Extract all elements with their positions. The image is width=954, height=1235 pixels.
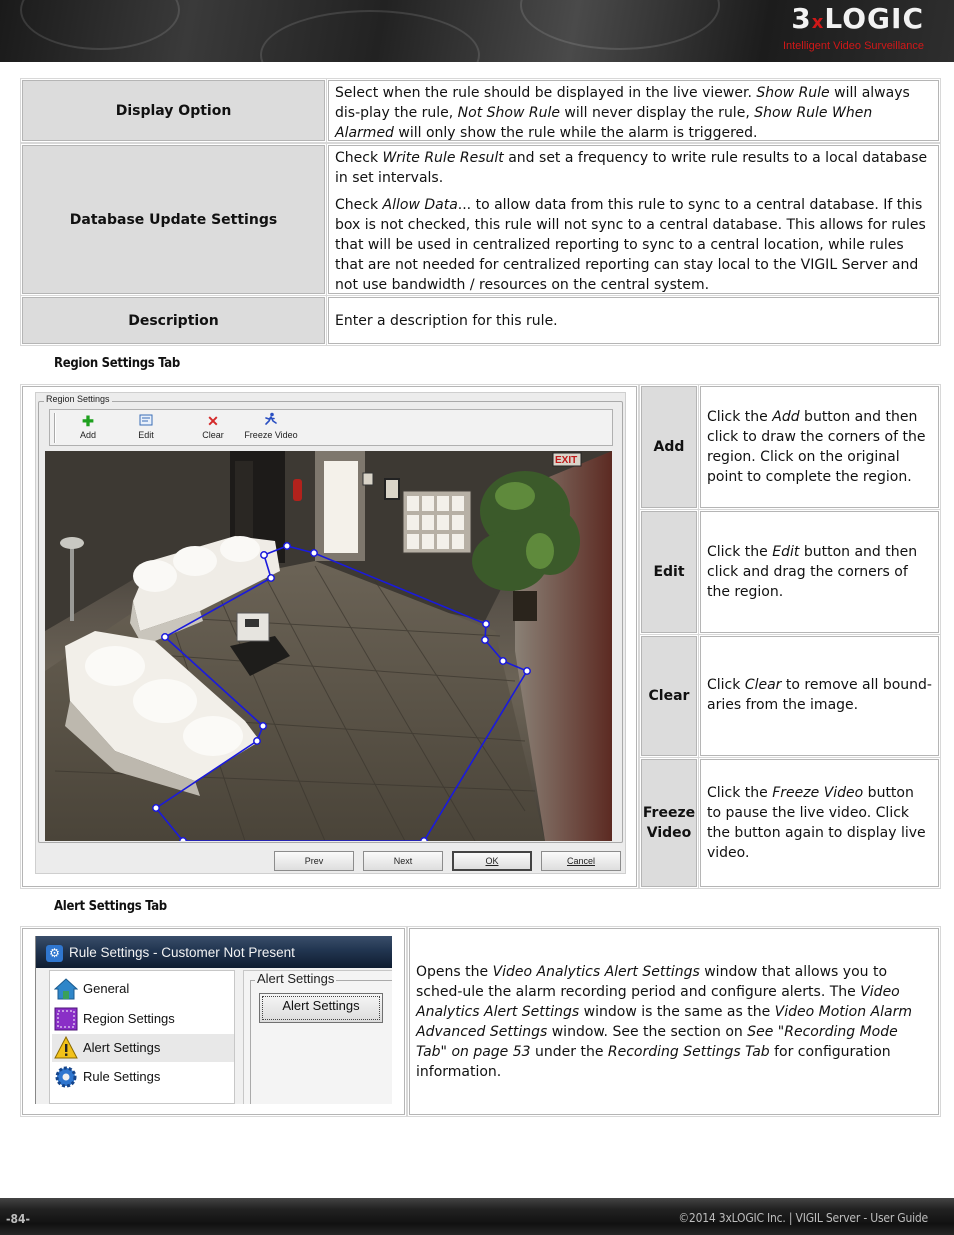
emphasized-term: Video Analytics Alert Settings (416, 983, 900, 1020)
emphasized-term: Recording Settings Tab (607, 1043, 770, 1060)
paragraph-group (335, 83, 932, 143)
page-number: -84- (6, 1212, 30, 1226)
display-option-description (328, 80, 939, 141)
gear-icon: ⚙ (46, 945, 63, 962)
rule-settings-titlebar (36, 936, 392, 968)
text-run: window. See the section on (547, 1023, 748, 1040)
page-header (0, 0, 954, 62)
plus-icon: ✚ (82, 413, 94, 429)
display-option-label: Display Option (22, 80, 325, 141)
freeze-video-row-description (700, 759, 939, 887)
emphasized-term: Show Rule (756, 85, 830, 101)
nav-item-alert-settings-label: Alert Settings (83, 1040, 161, 1055)
paragraph (335, 195, 932, 295)
text-run: will always dis-play the rule, (335, 85, 910, 121)
exit-sign: EXIT (555, 455, 578, 466)
alert-settings-tab-heading: Alert Settings Tab (54, 899, 167, 914)
gear-icon (54, 1065, 78, 1089)
text-run: to remove all bound-aries from the image. (707, 677, 932, 713)
paragraph (335, 311, 558, 331)
rule-settings-window (35, 936, 392, 1104)
camera-scene (45, 451, 612, 841)
emphasized-term: Write Rule Result (382, 150, 504, 166)
rule-settings-nav-list (49, 970, 235, 1104)
footer-copyright: ©2014 3xLOGIC Inc. | VIGIL Server - User Guide (678, 1211, 928, 1225)
next-button[interactable]: Next (363, 851, 443, 871)
emphasized-term: Freeze Video (772, 785, 864, 801)
add-row-description (700, 386, 939, 508)
text-run: for configuration information. (416, 1043, 891, 1080)
nav-item-region-settings[interactable] (52, 1005, 234, 1033)
text-run: button and then click to draw the corners of the region. Click on the original point to complete the region. (707, 409, 926, 485)
description-text (328, 297, 939, 344)
edit-row-label: Edit (641, 511, 697, 633)
text-run: Click the (707, 785, 773, 801)
freeze-video-button[interactable] (235, 412, 307, 444)
cancel-button-label: Cancel (566, 856, 595, 866)
paragraph (707, 675, 932, 715)
region-icon (54, 1007, 78, 1031)
paragraph (335, 83, 932, 143)
add-row-label: Add (641, 386, 697, 508)
paragraph (416, 962, 932, 1082)
warning-icon (54, 1036, 78, 1060)
text-run: Click (707, 677, 745, 693)
region-settings-tab-heading: Region Settings Tab (54, 356, 180, 371)
page-footer (0, 1198, 954, 1235)
text-run: window that allows you to sched-ule the alarm recording period and configure alerts. The (416, 963, 888, 1000)
text-run: Enter a description for this rule. (335, 312, 558, 329)
edit-button[interactable] (118, 412, 174, 444)
text-run: and set a frequency to write rule results to a local database in set intervals. (335, 150, 928, 186)
text-run: Check (335, 150, 383, 166)
nav-item-general[interactable] (52, 975, 234, 1003)
text-run: will never display the rule, (559, 105, 755, 121)
region-toolbar (49, 409, 613, 446)
edit-row-description (700, 511, 939, 633)
emphasized-term: See "Recording Mode Tab" on page 53 (416, 1023, 898, 1060)
clear-x-icon: ✕ (207, 413, 219, 429)
header-swirl-decoration (20, 0, 180, 50)
paragraph-group (335, 311, 558, 331)
edit-icon (118, 412, 174, 430)
text-run: Click the (707, 409, 773, 425)
logo-logic: LOGIC (824, 2, 924, 35)
nav-item-general-label: General (83, 981, 130, 996)
paragraph (707, 542, 932, 602)
ok-button-label: OK (485, 856, 499, 866)
nav-item-rule-settings-label: Rule Settings (83, 1069, 161, 1084)
add-button[interactable] (60, 412, 116, 444)
toolbar-grip (54, 413, 56, 443)
alert-settings-group-title: Alert Settings (257, 971, 335, 986)
paragraph (707, 783, 932, 863)
house-icon (54, 977, 78, 1001)
description-label: Description (22, 297, 325, 344)
text-run: window is the same as the (579, 1003, 775, 1020)
add-button-label: Add (79, 430, 96, 440)
text-run: Opens the (416, 963, 493, 980)
region-settings-dialog (35, 392, 626, 874)
database-update-settings-label: Database Update Settings (22, 145, 325, 294)
header-swirl-decoration (260, 10, 480, 62)
nav-item-region-settings-label: Region Settings (83, 1011, 175, 1026)
text-run: Click the (707, 544, 773, 560)
camera-live-view[interactable] (45, 451, 612, 841)
clear-button[interactable] (185, 412, 241, 444)
clear-button-label: Clear (202, 430, 224, 440)
clear-row-description (700, 636, 939, 756)
emphasized-term: Show Rule When Alarmed (335, 105, 873, 141)
prev-button[interactable]: Prev (274, 851, 354, 871)
text-run: button to pause the live video. Click the button again to display live video. (707, 785, 926, 861)
text-run: under the (530, 1043, 608, 1060)
text-run: ... to allow data from this rule to sync to a central database. If this box is not checked, this rule will not sync to a central database. This allows for rules that will be used in centralized reporting to sync to a central location, while rules that are not needed for centralized reporting can stay local to the VIGIL Server and not use bandwidth / resources on the central system. (335, 197, 926, 293)
alert-settings-button[interactable]: Alert Settings (259, 993, 383, 1023)
emphasized-term: Video Motion Alarm Advanced Settings (416, 1003, 912, 1040)
rule-settings-title: Rule Settings - Customer Not Present (69, 945, 295, 960)
brand-logo (783, 3, 924, 52)
text-run: button and then click and drag the corners of the region. (707, 544, 918, 600)
text-run: Select when the rule should be displayed in the live viewer. (335, 85, 757, 101)
ok-button[interactable] (452, 851, 532, 871)
text-run: Check (335, 197, 383, 213)
edit-button-label: Edit (138, 430, 154, 440)
logo-x: x (811, 12, 825, 33)
running-man-icon (235, 412, 307, 430)
emphasized-term: Clear (744, 677, 782, 693)
paragraph-group (335, 148, 932, 295)
emphasized-term: Not Show Rule (457, 105, 560, 121)
freeze-video-button-label: Freeze Video (244, 430, 298, 440)
nav-item-rule-settings[interactable] (52, 1063, 234, 1091)
freeze-video-row-label: Freeze Video (641, 759, 697, 887)
emphasized-term: Video Analytics Alert Settings (492, 963, 700, 980)
paragraph (707, 407, 932, 487)
nav-item-alert-settings[interactable] (52, 1034, 234, 1062)
paragraph (335, 148, 932, 188)
header-swirl-decoration (520, 0, 720, 50)
alert-settings-description (409, 928, 939, 1115)
logo-3: 3 (791, 2, 812, 35)
text-run: will only show the rule while the alarm is triggered. (393, 125, 758, 141)
region-settings-group-title: Region Settings (46, 394, 110, 404)
cancel-button[interactable] (541, 851, 621, 871)
emphasized-term: Add (772, 409, 800, 425)
clear-row-label: Clear (641, 636, 697, 756)
emphasized-term: Allow Data (382, 197, 458, 213)
alert-settings-pane (243, 970, 392, 1104)
alert-settings-group (250, 971, 392, 1104)
database-update-settings-description (328, 145, 939, 294)
emphasized-term: Edit (772, 544, 800, 560)
logo-tagline: Intelligent Video Surveillance (782, 40, 924, 52)
